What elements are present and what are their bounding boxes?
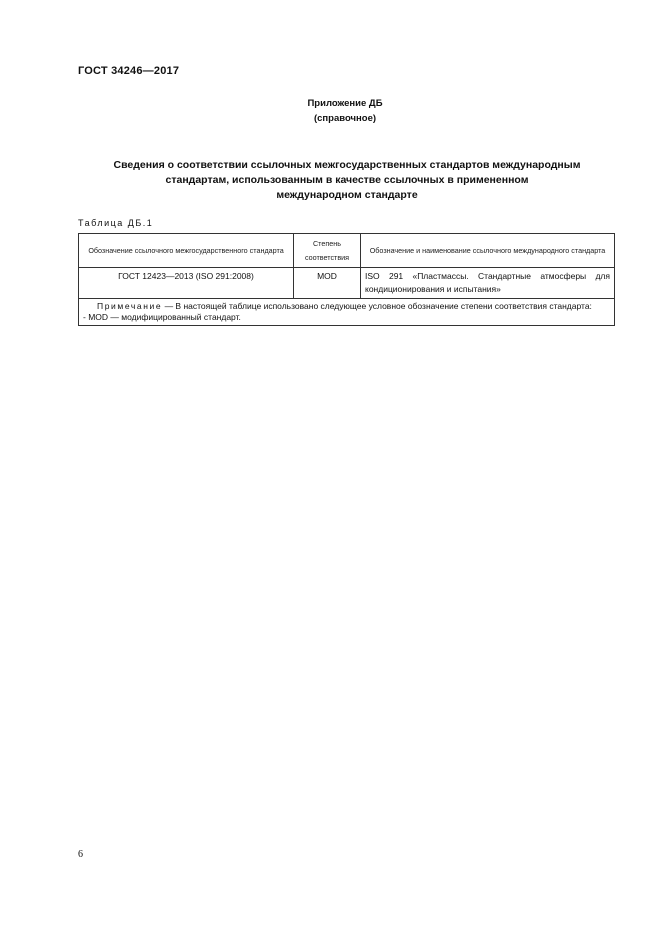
- cell-degree: MOD: [294, 268, 361, 299]
- page-number: 6: [78, 849, 83, 860]
- note-label: Примечание: [97, 301, 163, 311]
- cell-designation: ГОСТ 12423—2013 (ISO 291:2008): [79, 268, 294, 299]
- column-header-intl-standard: Обозначение и наименование ссылочного международного стандарта: [361, 234, 615, 268]
- table-caption: Таблица ДБ.1: [78, 218, 154, 228]
- note-text: — В настоящей таблице использовано следующее условное обозначение степени соответствия стандарта:: [162, 301, 592, 311]
- cell-intl-standard: ISO 291 «Пластмассы. Стандартные атмосферы для кондиционирования и испытания»: [361, 268, 615, 299]
- appendix-subtitle: (справочное): [313, 113, 377, 124]
- standards-table: [78, 233, 615, 326]
- section-title-line-3: международном стандарте: [276, 189, 418, 201]
- table-header-row: [79, 234, 615, 268]
- section-title-line-2: стандартам, использованным в качестве ссылочных в примененном: [165, 174, 529, 186]
- document-code: ГОСТ 34246—2017: [78, 65, 180, 77]
- appendix-title: Приложение ДБ: [307, 98, 383, 109]
- note-item: - MOD — модифицированный стандарт.: [83, 312, 241, 322]
- table-note-row: [79, 299, 615, 326]
- section-title: [80, 158, 614, 203]
- column-header-designation: Обозначение ссылочного межгосударственного стандарта: [79, 234, 294, 268]
- table-note: [79, 299, 615, 326]
- appendix-heading: [250, 96, 440, 126]
- table-row: [79, 268, 615, 299]
- section-title-line-1: Сведения о соответствии ссылочных межгосударственных стандартов международным: [113, 159, 581, 171]
- column-header-degree: Степень соответствия: [294, 234, 361, 268]
- note-paragraph: [83, 301, 610, 312]
